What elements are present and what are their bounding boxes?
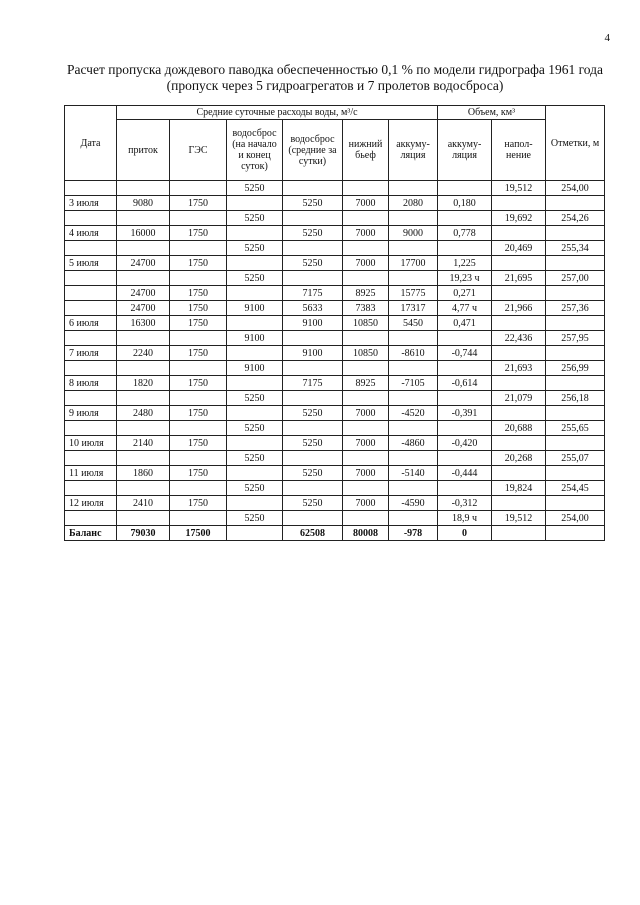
table-cell: 16300 — [117, 316, 170, 331]
table-cell — [343, 391, 389, 406]
table-cell: -5140 — [389, 466, 438, 481]
table-row — [65, 256, 605, 271]
table-row — [65, 316, 605, 331]
table-cell: 24700 — [117, 256, 170, 271]
table-row — [65, 421, 605, 436]
table-cell — [117, 271, 170, 286]
table-cell: 1750 — [170, 496, 227, 511]
table-cell: 9000 — [389, 226, 438, 241]
table-cell — [546, 256, 605, 271]
table-cell: 19,692 — [492, 211, 546, 226]
table-cell: -7105 — [389, 376, 438, 391]
header-accum-flow: аккуму-ляция — [389, 120, 438, 181]
table-cell — [65, 211, 117, 226]
table-cell — [492, 406, 546, 421]
table-cell: 1750 — [170, 436, 227, 451]
header-flows-group: Средние суточные расходы воды, м³/с — [117, 106, 438, 120]
table-cell: 5250 — [283, 436, 343, 451]
table-cell — [227, 346, 283, 361]
table-cell: 1750 — [170, 406, 227, 421]
table-cell: 79030 — [117, 526, 170, 541]
table-row — [65, 346, 605, 361]
table-cell: 1750 — [170, 376, 227, 391]
table-cell: 24700 — [117, 286, 170, 301]
table-cell: -978 — [389, 526, 438, 541]
table-cell: -4860 — [389, 436, 438, 451]
table-cell — [546, 346, 605, 361]
table-row — [65, 241, 605, 256]
title-line-1: Расчет пропуска дождевого паводка обеспеченностью 0,1 % по модели гидрографа 1961 года — [66, 62, 604, 77]
table-cell — [492, 286, 546, 301]
table-cell — [117, 481, 170, 496]
table-cell: 17317 — [389, 301, 438, 316]
table-cell — [170, 391, 227, 406]
table-cell — [283, 241, 343, 256]
table-cell — [170, 331, 227, 346]
table-cell — [227, 316, 283, 331]
table-row — [65, 481, 605, 496]
table-cell: 4,77 ч — [438, 301, 492, 316]
table-row — [65, 211, 605, 226]
table-cell — [65, 241, 117, 256]
table-cell — [389, 211, 438, 226]
table-cell — [117, 211, 170, 226]
table-cell: -0,444 — [438, 466, 492, 481]
table-cell: 5633 — [283, 301, 343, 316]
table-cell: 12 июля — [65, 496, 117, 511]
table-cell — [170, 361, 227, 376]
table-cell: 1,225 — [438, 256, 492, 271]
table-cell — [389, 181, 438, 196]
table-cell — [438, 391, 492, 406]
table-row — [65, 301, 605, 316]
table-cell — [227, 376, 283, 391]
table-cell: 7000 — [343, 256, 389, 271]
table-row — [65, 196, 605, 211]
table-cell: 5250 — [283, 406, 343, 421]
table-cell: 20,268 — [492, 451, 546, 466]
table-cell — [117, 361, 170, 376]
table-cell: 5250 — [227, 241, 283, 256]
table-cell: 8925 — [343, 286, 389, 301]
table-cell — [492, 376, 546, 391]
table-cell: 9100 — [283, 316, 343, 331]
table-cell — [170, 451, 227, 466]
table-cell — [117, 331, 170, 346]
table-cell — [343, 211, 389, 226]
table-cell: 1820 — [117, 376, 170, 391]
table-cell — [343, 331, 389, 346]
table-cell — [546, 316, 605, 331]
table-cell — [492, 436, 546, 451]
table-cell: 9 июля — [65, 406, 117, 421]
table-cell — [65, 361, 117, 376]
table-cell: 24700 — [117, 301, 170, 316]
table-cell — [227, 406, 283, 421]
header-spill-avg: водосброс (средние за сутки) — [283, 120, 343, 181]
table-cell: -0,420 — [438, 436, 492, 451]
table-cell: 18,9 ч — [438, 511, 492, 526]
table-cell — [343, 421, 389, 436]
table-cell — [389, 331, 438, 346]
table-cell: 20,688 — [492, 421, 546, 436]
table-cell — [283, 361, 343, 376]
table-cell: 21,693 — [492, 361, 546, 376]
table-cell — [343, 361, 389, 376]
table-cell — [65, 391, 117, 406]
table-cell — [117, 241, 170, 256]
table-cell — [546, 286, 605, 301]
table-cell — [117, 451, 170, 466]
table-cell: 5250 — [227, 181, 283, 196]
table-cell — [389, 451, 438, 466]
table-cell — [492, 196, 546, 211]
table-row — [65, 391, 605, 406]
table-cell: -8610 — [389, 346, 438, 361]
table-cell — [170, 241, 227, 256]
table-cell: 9100 — [227, 301, 283, 316]
table-cell: 5450 — [389, 316, 438, 331]
table-cell — [227, 526, 283, 541]
table-cell — [65, 331, 117, 346]
table-cell: 0,180 — [438, 196, 492, 211]
table-cell — [170, 511, 227, 526]
table-cell — [65, 286, 117, 301]
table-cell: 5250 — [227, 211, 283, 226]
table-row — [65, 406, 605, 421]
table-cell: 255,65 — [546, 421, 605, 436]
table-cell — [492, 346, 546, 361]
table-cell — [343, 271, 389, 286]
table-cell — [117, 511, 170, 526]
table-cell: 256,99 — [546, 361, 605, 376]
table-cell — [227, 466, 283, 481]
table-row — [65, 496, 605, 511]
table-cell: 2480 — [117, 406, 170, 421]
table-cell — [65, 271, 117, 286]
table-cell — [546, 466, 605, 481]
table-cell — [283, 421, 343, 436]
table-row — [65, 451, 605, 466]
table-cell: 15775 — [389, 286, 438, 301]
table-cell: 8 июля — [65, 376, 117, 391]
header-volume-group: Объем, км³ — [438, 106, 546, 120]
table-row — [65, 331, 605, 346]
table-cell: 10850 — [343, 346, 389, 361]
balance-row — [65, 526, 605, 541]
table-cell: 257,00 — [546, 271, 605, 286]
table-row — [65, 361, 605, 376]
table-cell: 9100 — [283, 346, 343, 361]
table-cell: 4 июля — [65, 226, 117, 241]
table-cell — [492, 256, 546, 271]
table-cell: 7383 — [343, 301, 389, 316]
table-row — [65, 466, 605, 481]
table-cell — [283, 481, 343, 496]
table-cell: 9080 — [117, 196, 170, 211]
table-cell: 21,966 — [492, 301, 546, 316]
table-cell — [343, 181, 389, 196]
table-row — [65, 511, 605, 526]
table-cell — [343, 451, 389, 466]
table-cell: 254,00 — [546, 181, 605, 196]
table-cell — [438, 181, 492, 196]
table-cell — [170, 181, 227, 196]
table-cell — [546, 526, 605, 541]
table-cell: 21,695 — [492, 271, 546, 286]
table-cell: 5250 — [283, 466, 343, 481]
table-cell: 256,18 — [546, 391, 605, 406]
table-cell — [65, 511, 117, 526]
table-cell: 257,95 — [546, 331, 605, 346]
table-cell: 8925 — [343, 376, 389, 391]
table-cell — [438, 331, 492, 346]
table-cell: 5 июля — [65, 256, 117, 271]
table-cell: 80008 — [343, 526, 389, 541]
table-cell: 5250 — [227, 481, 283, 496]
table-cell: 17700 — [389, 256, 438, 271]
flood-routing-table — [64, 105, 605, 541]
table-body — [65, 181, 605, 541]
table-cell: 1750 — [170, 346, 227, 361]
table-cell — [438, 421, 492, 436]
table-row — [65, 181, 605, 196]
table-cell — [438, 211, 492, 226]
table-cell: 2140 — [117, 436, 170, 451]
title-line-2: (пропуск через 5 гидроагрегатов и 7 пролетов водосброса) — [166, 78, 504, 93]
table-cell — [227, 226, 283, 241]
table-cell — [438, 361, 492, 376]
table-cell: -0,744 — [438, 346, 492, 361]
table-cell: 7175 — [283, 376, 343, 391]
table-cell — [65, 301, 117, 316]
table-cell — [227, 196, 283, 211]
table-cell — [227, 256, 283, 271]
page-number: 4 — [604, 32, 610, 44]
header-date: Дата — [65, 106, 117, 181]
table-cell: 5250 — [227, 451, 283, 466]
table-cell — [65, 451, 117, 466]
table-cell: 11 июля — [65, 466, 117, 481]
table-cell: 0,471 — [438, 316, 492, 331]
table-row — [65, 376, 605, 391]
table-cell — [492, 526, 546, 541]
table-row — [65, 286, 605, 301]
table-cell: 10850 — [343, 316, 389, 331]
table-cell — [438, 481, 492, 496]
table-cell — [117, 391, 170, 406]
table-cell — [170, 421, 227, 436]
header-marks: Отметки, м — [546, 106, 605, 181]
table-cell: 20,469 — [492, 241, 546, 256]
table-cell — [343, 511, 389, 526]
table-cell: 1750 — [170, 196, 227, 211]
table-cell — [546, 496, 605, 511]
table-cell: -0,614 — [438, 376, 492, 391]
table-cell: 1750 — [170, 316, 227, 331]
table-row — [65, 271, 605, 286]
table-cell: 3 июля — [65, 196, 117, 211]
table-cell: 7000 — [343, 496, 389, 511]
table-cell: 5250 — [283, 226, 343, 241]
table-cell: 7000 — [343, 226, 389, 241]
table-cell — [389, 361, 438, 376]
table-cell: 7000 — [343, 196, 389, 211]
table-cell — [227, 436, 283, 451]
header-filling: напол-нение — [492, 120, 546, 181]
table-cell — [65, 481, 117, 496]
table-cell: 2080 — [389, 196, 438, 211]
table-cell: 7175 — [283, 286, 343, 301]
table-cell: 7000 — [343, 436, 389, 451]
table-cell — [389, 481, 438, 496]
table-cell — [389, 391, 438, 406]
table-cell — [283, 271, 343, 286]
table-cell: 16000 — [117, 226, 170, 241]
header-inflow: приток — [117, 120, 170, 181]
table-cell: 19,512 — [492, 181, 546, 196]
table-cell — [546, 436, 605, 451]
table-cell: 254,00 — [546, 511, 605, 526]
table-cell — [492, 226, 546, 241]
table-cell — [283, 451, 343, 466]
table-cell — [283, 331, 343, 346]
table-cell — [227, 286, 283, 301]
table-cell — [389, 271, 438, 286]
table-cell — [389, 241, 438, 256]
table-cell: 1750 — [170, 286, 227, 301]
table-cell: 1750 — [170, 226, 227, 241]
table-cell — [492, 466, 546, 481]
table-cell: 19,512 — [492, 511, 546, 526]
table-cell: 254,45 — [546, 481, 605, 496]
header-hpp: ГЭС — [170, 120, 227, 181]
table-cell: 9100 — [227, 331, 283, 346]
table-cell: 255,07 — [546, 451, 605, 466]
table-cell: 0,271 — [438, 286, 492, 301]
table-cell — [117, 421, 170, 436]
table-cell: 22,436 — [492, 331, 546, 346]
table-cell: 255,34 — [546, 241, 605, 256]
table-cell — [65, 181, 117, 196]
table-cell — [546, 406, 605, 421]
table-row — [65, 226, 605, 241]
table-cell: 10 июля — [65, 436, 117, 451]
header-accum-volume: аккуму-ляция — [438, 120, 492, 181]
table-cell: 0 — [438, 526, 492, 541]
table-cell — [343, 481, 389, 496]
table-cell — [343, 241, 389, 256]
table-cell — [546, 376, 605, 391]
table-cell — [492, 316, 546, 331]
table-cell: 2240 — [117, 346, 170, 361]
table-cell: 2410 — [117, 496, 170, 511]
table-cell — [65, 421, 117, 436]
table-cell — [170, 271, 227, 286]
table-cell — [283, 511, 343, 526]
table-cell — [546, 226, 605, 241]
table-cell: 5250 — [227, 511, 283, 526]
table-cell — [227, 496, 283, 511]
table-cell — [389, 511, 438, 526]
table-cell — [438, 451, 492, 466]
table-cell: 1750 — [170, 466, 227, 481]
table-cell: -4590 — [389, 496, 438, 511]
table-cell — [283, 211, 343, 226]
document-title — [40, 62, 630, 94]
table-row — [65, 436, 605, 451]
table-cell: 6 июля — [65, 316, 117, 331]
header-tailwater: нижний бьеф — [343, 120, 389, 181]
table-cell: 62508 — [283, 526, 343, 541]
table-cell: 19,23 ч — [438, 271, 492, 286]
table-cell — [170, 211, 227, 226]
table-cell: 17500 — [170, 526, 227, 541]
table-cell: -4520 — [389, 406, 438, 421]
header-spill-start-end: водосброс (на начало и конец суток) — [227, 120, 283, 181]
table-cell — [283, 181, 343, 196]
table-cell: 21,079 — [492, 391, 546, 406]
table-cell: -0,391 — [438, 406, 492, 421]
table-cell: 1750 — [170, 256, 227, 271]
table-cell: -0,312 — [438, 496, 492, 511]
table-cell: 7000 — [343, 466, 389, 481]
table-cell: 1750 — [170, 301, 227, 316]
table-cell — [492, 496, 546, 511]
table-cell: 0,778 — [438, 226, 492, 241]
table-cell — [389, 421, 438, 436]
table-cell: 5250 — [283, 496, 343, 511]
table-cell — [117, 181, 170, 196]
table-cell: 257,36 — [546, 301, 605, 316]
table-cell: 5250 — [227, 421, 283, 436]
table-cell — [438, 241, 492, 256]
table-cell — [170, 481, 227, 496]
table-cell: 7000 — [343, 406, 389, 421]
table-cell: 5250 — [227, 391, 283, 406]
table-cell: 9100 — [227, 361, 283, 376]
table-cell: 5250 — [283, 196, 343, 211]
table-cell: 19,824 — [492, 481, 546, 496]
table-cell: Баланс — [65, 526, 117, 541]
table-cell: 254,26 — [546, 211, 605, 226]
table-cell — [546, 196, 605, 211]
table-cell: 1860 — [117, 466, 170, 481]
table-cell — [283, 391, 343, 406]
table-cell: 7 июля — [65, 346, 117, 361]
table-cell: 5250 — [283, 256, 343, 271]
table-cell: 5250 — [227, 271, 283, 286]
